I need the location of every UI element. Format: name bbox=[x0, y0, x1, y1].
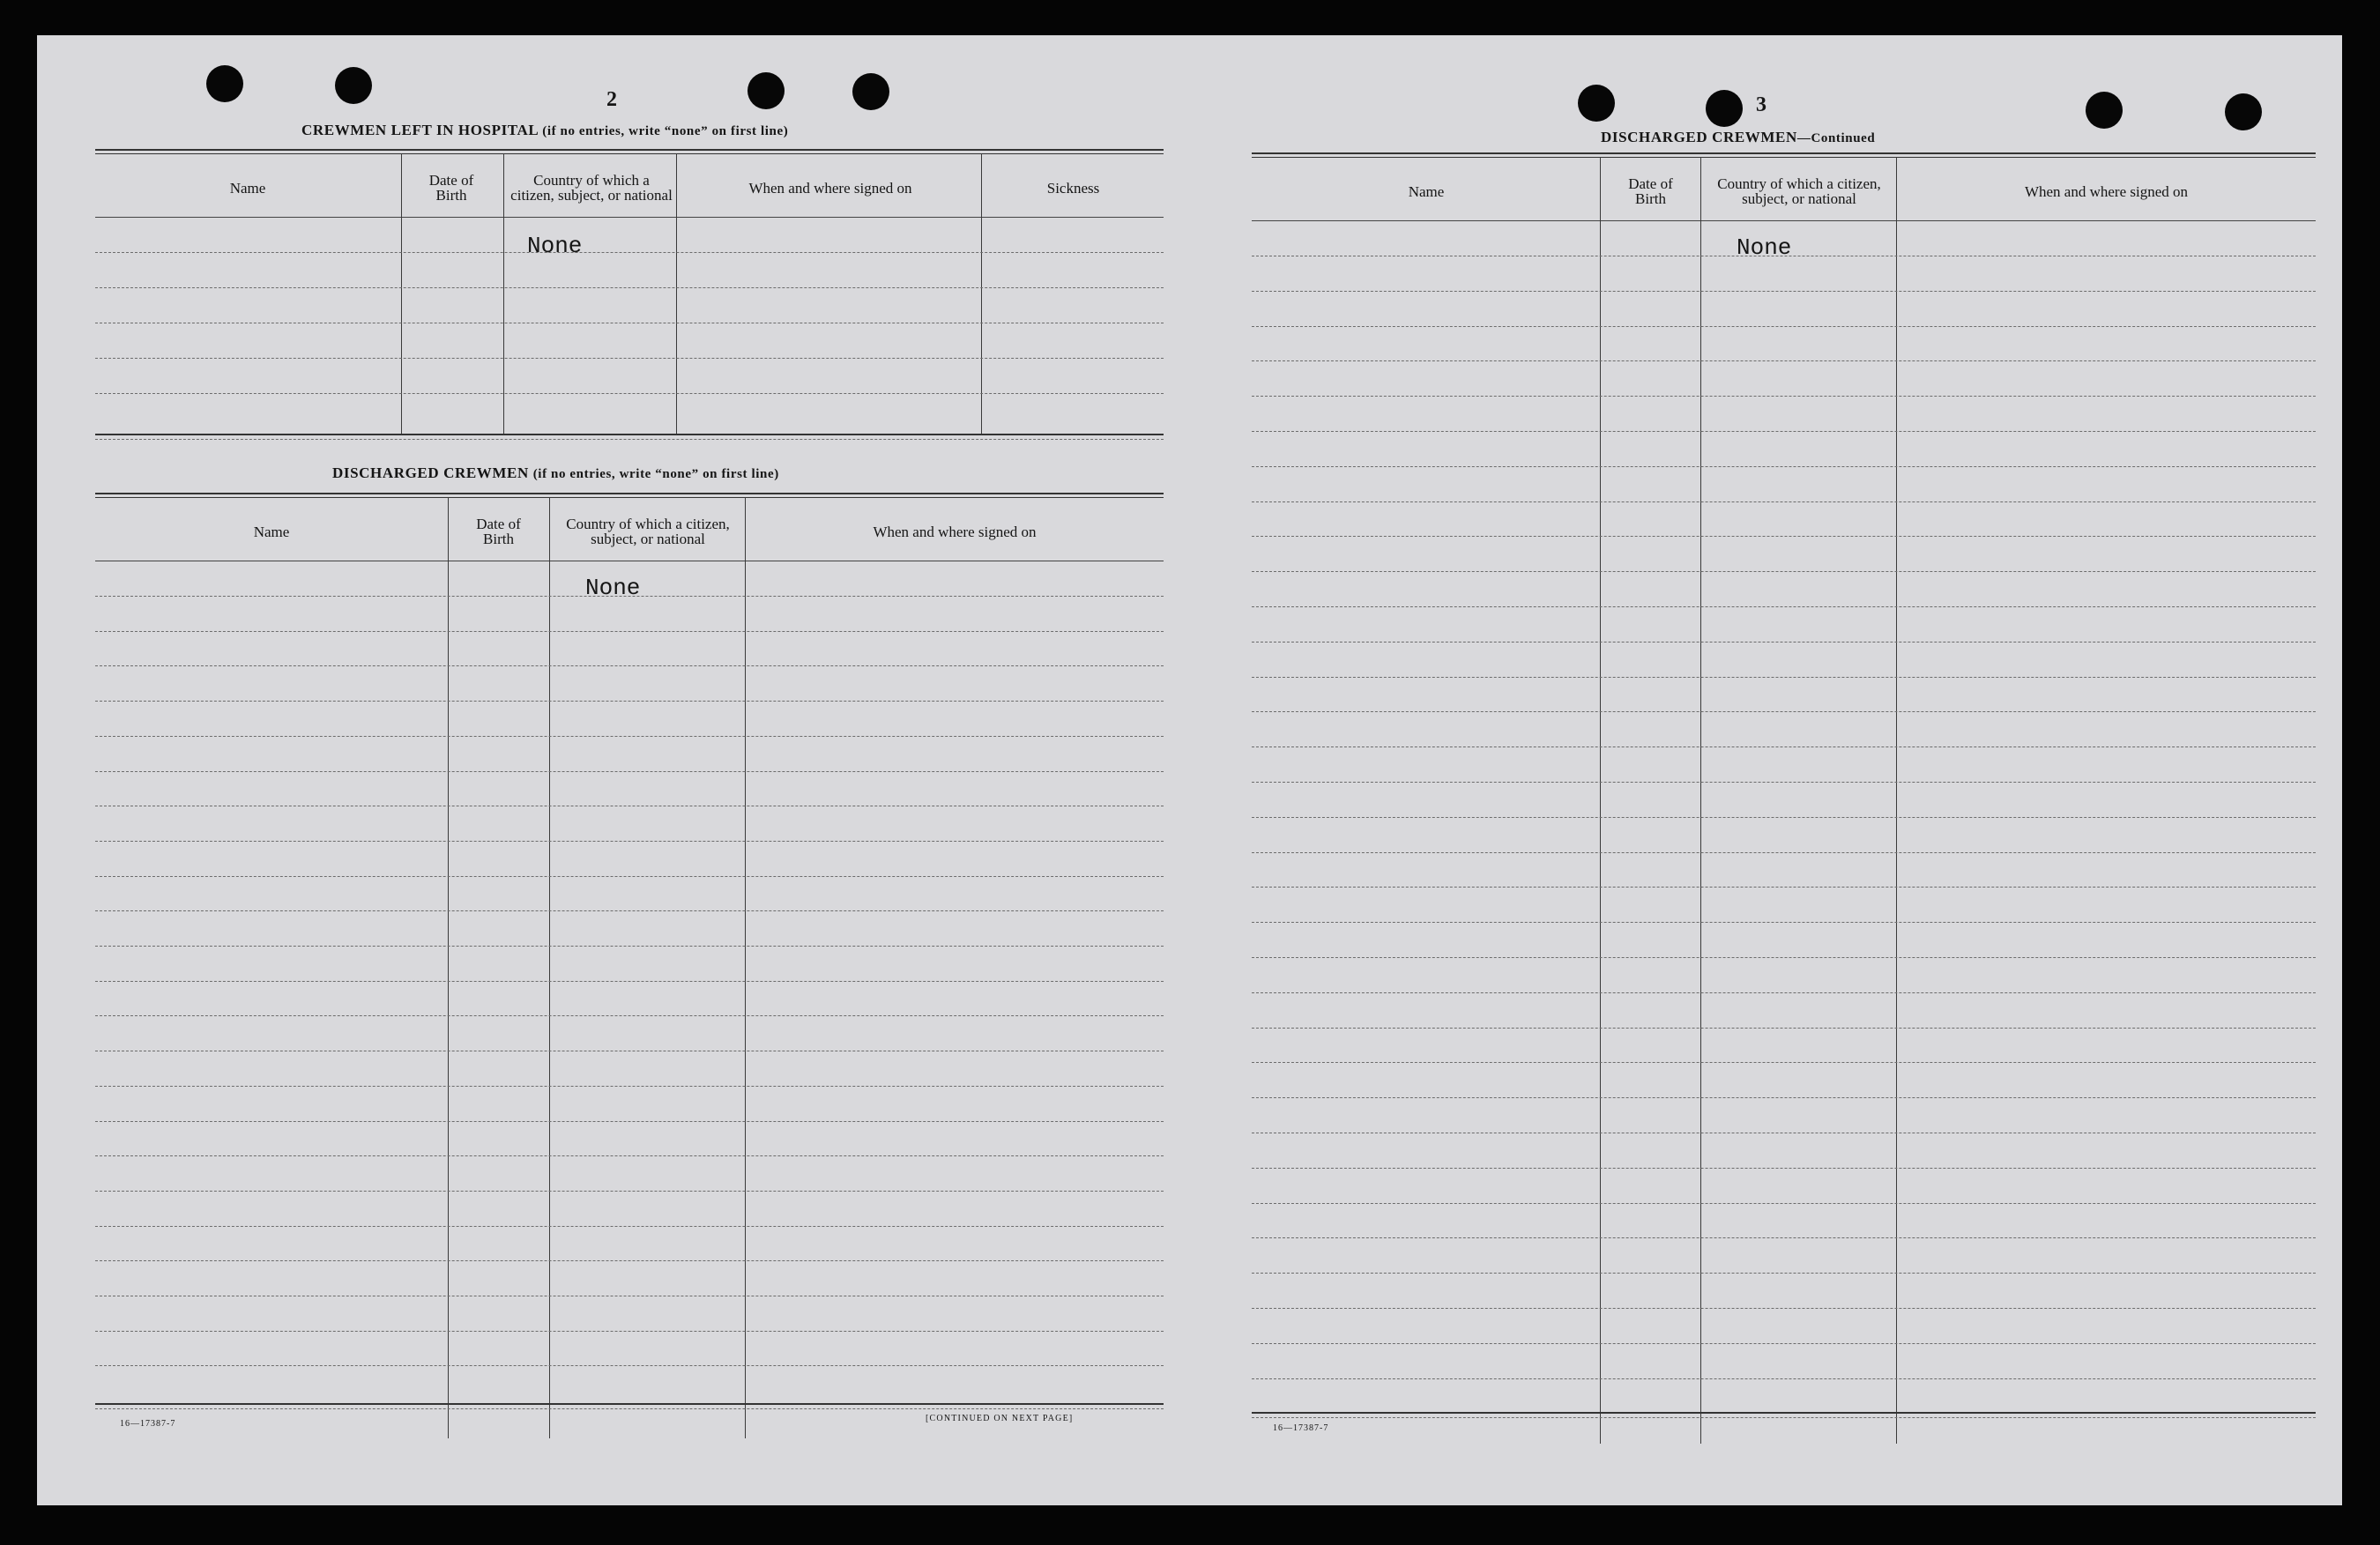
column-header-name: Name bbox=[1408, 182, 1445, 200]
ruled-line bbox=[95, 1086, 1164, 1087]
section-title-discharged bbox=[332, 464, 779, 482]
table-top-rule bbox=[95, 493, 1164, 494]
table-top-rule bbox=[95, 153, 1164, 154]
ruled-line bbox=[1252, 852, 2316, 853]
punch-hole bbox=[1706, 90, 1743, 127]
handwritten-entry-none: None bbox=[1737, 234, 1792, 261]
header-bottom-rule bbox=[95, 217, 1164, 218]
ruled-line bbox=[1252, 1343, 2316, 1344]
punch-hole bbox=[335, 67, 372, 104]
column-header-signed-on: When and where signed on bbox=[873, 523, 1037, 540]
ruled-line bbox=[95, 1226, 1164, 1227]
ruled-line bbox=[95, 981, 1164, 982]
ruled-line bbox=[95, 946, 1164, 947]
ruled-line bbox=[95, 771, 1164, 772]
column-divider bbox=[745, 497, 746, 1438]
ruled-line bbox=[95, 701, 1164, 702]
column-divider bbox=[1700, 157, 1701, 1444]
column-divider bbox=[1600, 157, 1601, 1444]
ruled-line bbox=[95, 1155, 1164, 1156]
form-number: 16—17387-7 bbox=[1273, 1423, 1329, 1433]
ruled-line bbox=[1252, 677, 2316, 678]
column-header-signed-on: When and where signed on bbox=[2024, 182, 2189, 200]
table-top-rule bbox=[1252, 152, 2316, 154]
column-header-date-of-birth: Date of Birth bbox=[1628, 175, 1673, 207]
column-divider bbox=[448, 497, 449, 1438]
ruled-line bbox=[1252, 1237, 2316, 1238]
section-title-text: DISCHARGED CREWMEN bbox=[1601, 129, 1797, 145]
header-bottom-rule bbox=[1252, 220, 2316, 221]
ruled-line bbox=[1252, 957, 2316, 958]
ruled-line bbox=[95, 1365, 1164, 1366]
document-sheet bbox=[37, 35, 2342, 1505]
ruled-line bbox=[1252, 1097, 2316, 1098]
ruled-line bbox=[1252, 291, 2316, 292]
ruled-line bbox=[95, 665, 1164, 666]
column-divider bbox=[1896, 157, 1897, 1444]
column-header-country: Country of which a citizen, subject, or national bbox=[1717, 175, 1881, 207]
column-header-date-of-birth: Date of Birth bbox=[476, 516, 521, 547]
table-top-rule bbox=[95, 497, 1164, 498]
ruled-line bbox=[95, 252, 1164, 253]
ruled-line bbox=[95, 1121, 1164, 1122]
ruled-line bbox=[95, 1331, 1164, 1332]
ruled-line bbox=[1252, 1273, 2316, 1274]
table-top-rule bbox=[95, 149, 1164, 151]
section-title-hospital bbox=[301, 122, 788, 139]
ruled-line bbox=[1252, 431, 2316, 432]
section-title-text: DISCHARGED CREWMEN bbox=[332, 464, 529, 481]
form-number: 16—17387-7 bbox=[120, 1419, 176, 1429]
handwritten-entry-none: None bbox=[585, 575, 641, 601]
page-number: 3 bbox=[1756, 93, 1766, 116]
ruled-line bbox=[1252, 501, 2316, 502]
ruled-line bbox=[95, 910, 1164, 911]
table-top-rule bbox=[1252, 157, 2316, 158]
section-title-text: CREWMEN LEFT IN HOSPITAL bbox=[301, 122, 539, 138]
handwritten-entry-none: None bbox=[527, 233, 583, 259]
table-bottom-rule bbox=[95, 439, 1164, 440]
ruled-line bbox=[1252, 817, 2316, 818]
continued-note: [CONTINUED ON NEXT PAGE] bbox=[926, 1414, 1074, 1423]
column-header-signed-on: When and where signed on bbox=[748, 179, 912, 197]
column-divider bbox=[503, 153, 504, 434]
section-instruction: (if no entries, write “none” on first line) bbox=[542, 124, 789, 138]
column-header-date-of-birth: Date of Birth bbox=[428, 172, 474, 204]
table-bottom-rule bbox=[1252, 1417, 2316, 1418]
column-header-country: Country of which a citizen, subject, or national bbox=[566, 516, 730, 547]
column-divider bbox=[981, 153, 982, 434]
column-header-country: Country of which a citizen, subject, or national bbox=[510, 172, 673, 204]
ruled-line bbox=[1252, 396, 2316, 397]
ruled-line bbox=[1252, 326, 2316, 327]
ruled-line bbox=[95, 1191, 1164, 1192]
ruled-line bbox=[1252, 887, 2316, 888]
page-number: 2 bbox=[606, 88, 617, 111]
ruled-line bbox=[95, 876, 1164, 877]
column-header-name: Name bbox=[253, 523, 290, 540]
ruled-line bbox=[95, 393, 1164, 394]
ruled-line bbox=[1252, 1308, 2316, 1309]
table-bottom-rule bbox=[95, 434, 1164, 435]
ruled-line bbox=[1252, 642, 2316, 643]
section-continued-label: —Continued bbox=[1796, 131, 1876, 145]
section-title-discharged-continued bbox=[1601, 129, 1875, 146]
punch-hole bbox=[1578, 85, 1615, 122]
ruled-line bbox=[1252, 536, 2316, 537]
ruled-line bbox=[1252, 1378, 2316, 1379]
ruled-line bbox=[95, 1260, 1164, 1261]
ruled-line bbox=[95, 358, 1164, 359]
table-bottom-rule bbox=[1252, 1412, 2316, 1414]
punch-hole bbox=[747, 72, 785, 109]
ruled-line bbox=[1252, 992, 2316, 993]
ruled-line bbox=[1252, 466, 2316, 467]
ruled-line bbox=[1252, 360, 2316, 361]
ruled-line bbox=[95, 287, 1164, 288]
ruled-line bbox=[95, 1015, 1164, 1016]
punch-hole bbox=[2225, 93, 2262, 130]
column-divider bbox=[549, 497, 550, 1438]
column-divider bbox=[401, 153, 402, 434]
ruled-line bbox=[95, 736, 1164, 737]
punch-hole bbox=[852, 73, 889, 110]
table-bottom-rule bbox=[95, 1403, 1164, 1405]
ruled-line bbox=[1252, 606, 2316, 607]
ruled-line bbox=[1252, 1062, 2316, 1063]
ruled-line bbox=[1252, 1168, 2316, 1169]
column-divider bbox=[676, 153, 677, 434]
ruled-line bbox=[1252, 1028, 2316, 1029]
ruled-line bbox=[1252, 711, 2316, 712]
column-header-sickness: Sickness bbox=[1046, 179, 1100, 197]
punch-hole bbox=[206, 65, 243, 102]
ruled-line bbox=[1252, 922, 2316, 923]
section-instruction: (if no entries, write “none” on first line) bbox=[532, 467, 779, 481]
ruled-line bbox=[95, 631, 1164, 632]
table-bottom-rule bbox=[95, 1408, 1164, 1409]
ruled-line bbox=[95, 841, 1164, 842]
ruled-line bbox=[1252, 1203, 2316, 1204]
ruled-line bbox=[1252, 571, 2316, 572]
ruled-line bbox=[1252, 782, 2316, 783]
punch-hole bbox=[2086, 92, 2123, 129]
column-header-name: Name bbox=[229, 179, 266, 197]
